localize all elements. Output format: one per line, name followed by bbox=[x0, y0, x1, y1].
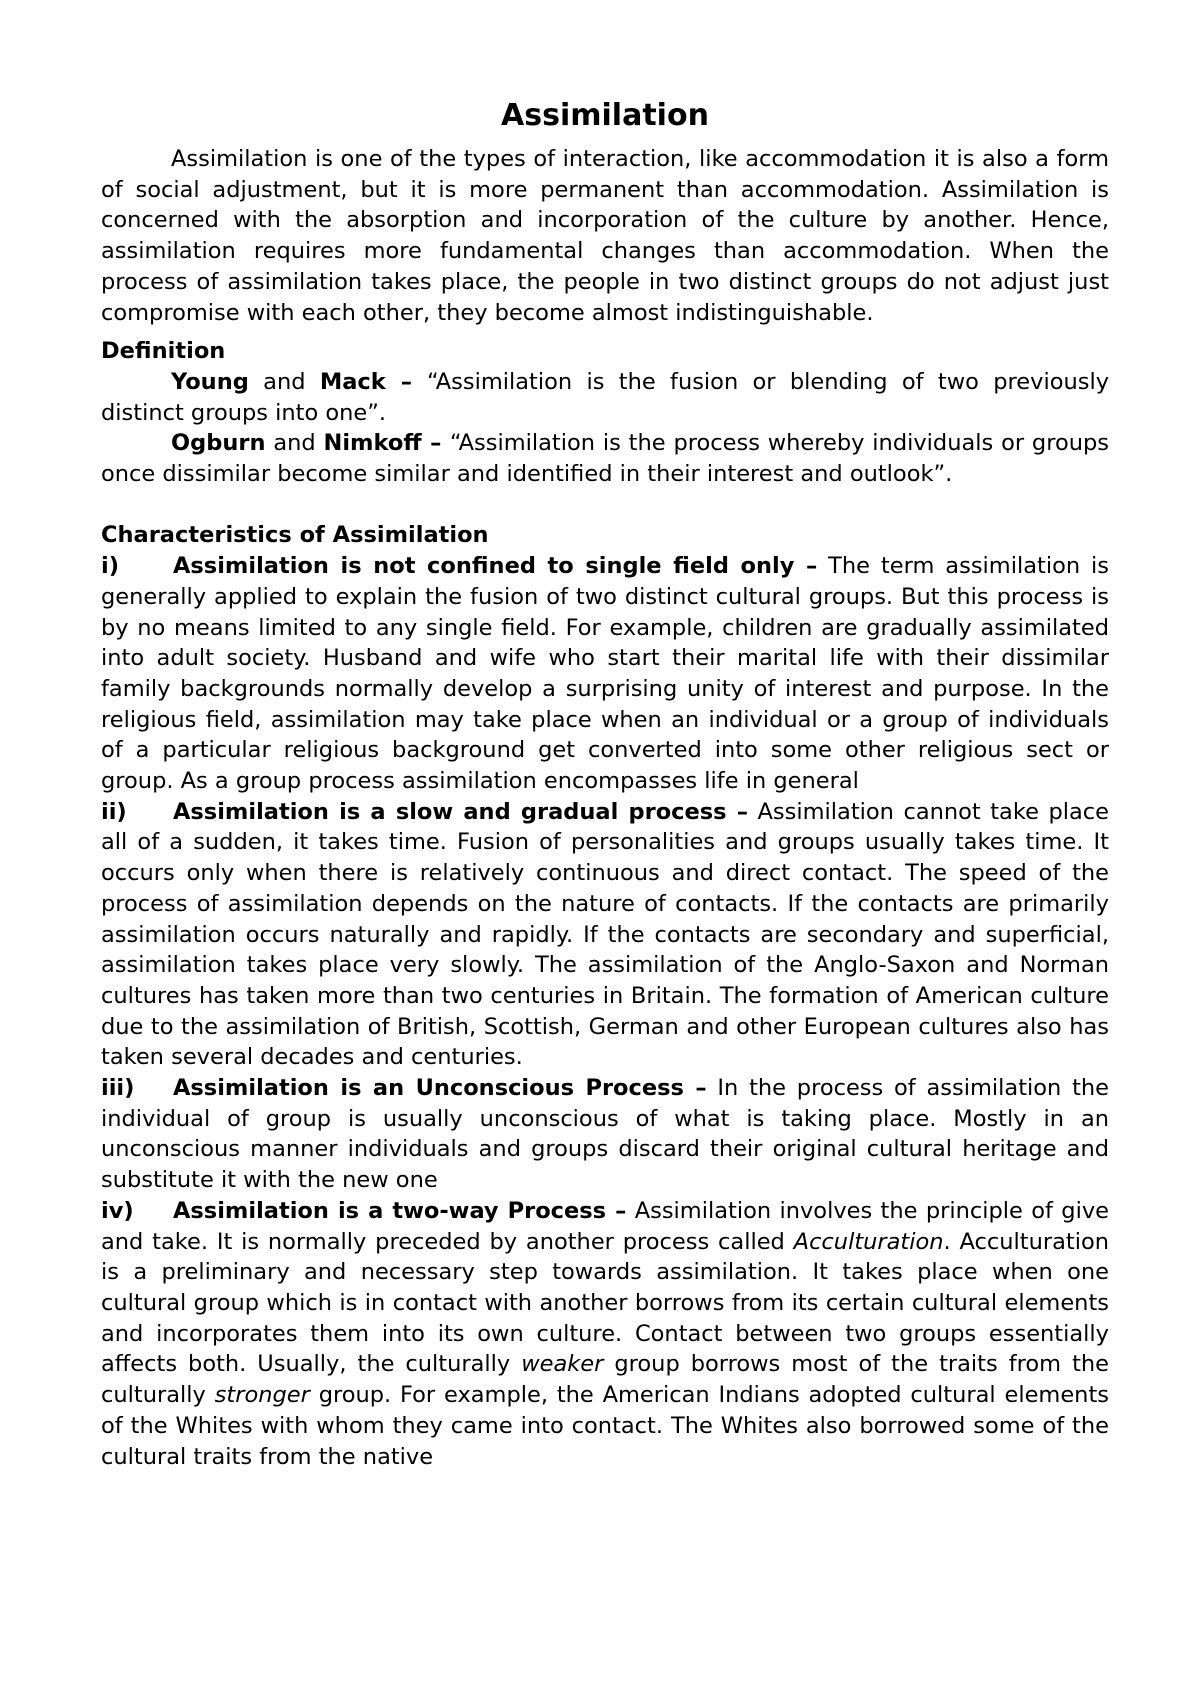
term-weaker: weaker bbox=[521, 1351, 604, 1378]
item-number: i) bbox=[101, 553, 119, 580]
characteristic-item-3 bbox=[101, 1073, 1109, 1196]
page-title: Assimilation bbox=[501, 98, 709, 133]
item-number: ii) bbox=[101, 798, 127, 825]
definition-conjunction: and bbox=[265, 430, 324, 457]
intro-paragraph: Assimilation is one of the types of interaction, like accommodation it is also a form of social adjustment, but it is more permanent than accommodation. Assimilation is concerned with the absorption and incorporation of the culture by another. Hence, assimilation requires more fundamental changes than accommodation. When the process of assimilation takes place, the people in two distinct groups do not adjust just compromise with each other, they become almost indistinguishable. bbox=[101, 146, 1109, 326]
author-young: Young bbox=[171, 368, 249, 395]
author-ogburn: Ogburn bbox=[171, 430, 266, 457]
definition-young-mack bbox=[101, 367, 1109, 428]
blank-line bbox=[101, 490, 1109, 521]
definition-quote: “Assimilation is the process whereby individuals or groups once dissimilar become similar and identified in their interest and outlook”. bbox=[101, 430, 1110, 488]
definition-dash: – bbox=[421, 430, 450, 457]
characteristics-heading: Characteristics of Assimilation bbox=[101, 522, 489, 549]
document-body bbox=[101, 96, 1109, 1472]
item-title: Assimilation is a two-way Process – bbox=[173, 1197, 627, 1224]
item-title: Assimilation is an Unconscious Process – bbox=[173, 1075, 707, 1102]
definition-quote: “Assimilation is the fusion or blending of two previously distinct groups into one”. bbox=[101, 368, 1110, 426]
characteristic-item-4 bbox=[101, 1196, 1109, 1472]
term-stronger: stronger bbox=[214, 1382, 310, 1409]
item-title: Assimilation is not confined to single field only – bbox=[173, 553, 818, 580]
item-text: The term assimilation is generally applied to explain the fusion of two distinct cultural groups. But this process is by no means limited to any single field. For example, children are gradually assimilated into adult society. Husband and wife who start their marital life with their dissimilar family backgrounds normally develop a surprising unity of interest and purpose. In the religious field, assimilation may take place when an individual or a group of individuals of a particular religious background get converted into some other religious sect or group. As a group process assimilation encompasses life in general bbox=[101, 553, 1109, 795]
item-title: Assimilation is a slow and gradual process – bbox=[173, 798, 748, 825]
definition-conjunction: and bbox=[248, 368, 320, 395]
item-text: In the process of assimilation the individual of group is usually unconscious of what is taking place. Mostly in an unconscious manner individuals and groups discard their original cultural heritage and substitute it with the new one bbox=[101, 1075, 1109, 1194]
item-text: . Acculturation is a preliminary and necessary step towards assimilation. It takes place when one cultural group which is in contact with another borrows from its certain cultural elements and incorporates them into its own culture. Contact between two groups essentially affects both. Usually, the culturally bbox=[101, 1228, 1110, 1378]
item-number: iii) bbox=[101, 1075, 135, 1102]
author-nimkoff: Nimkoff bbox=[323, 430, 422, 457]
item-number: iv) bbox=[101, 1197, 134, 1224]
item-text: Assimilation cannot take place all of a sudden, it takes time. Fusion of personalities and groups usually takes time. It occurs only when there is relatively continuous and direct contact. The speed of the process of assimilation depends on the nature of contacts. If the contacts are primarily assimilation occurs naturally and rapidly. If the contacts are secondary and superficial, assimilation takes place very slowly. The assimilation of the Anglo-Saxon and Norman cultures has taken more than two centuries in Britain. The formation of American culture due to the assimilation of British, Scottish, German and other European cultures also has taken several decades and centuries. bbox=[101, 798, 1109, 1071]
characteristic-item-2 bbox=[101, 797, 1109, 1073]
characteristic-item-1 bbox=[101, 551, 1109, 797]
term-acculturation: Acculturation bbox=[793, 1228, 944, 1255]
definition-heading: Definition bbox=[101, 338, 226, 365]
item-text: group. For example, the American Indians adopted cultural elements of the Whites with whom they came into contact. The Whites also borrowed some of the cultural traits from the native bbox=[101, 1382, 1109, 1470]
definition-dash: – bbox=[385, 368, 427, 395]
author-mack: Mack bbox=[319, 368, 386, 395]
item-text: group borrows most of the traits from the culturally bbox=[101, 1351, 1109, 1409]
definition-ogburn-nimkoff bbox=[101, 428, 1109, 489]
item-text: Assimilation involves the principle of give and take. It is normally preceded by another process called bbox=[101, 1197, 1109, 1255]
